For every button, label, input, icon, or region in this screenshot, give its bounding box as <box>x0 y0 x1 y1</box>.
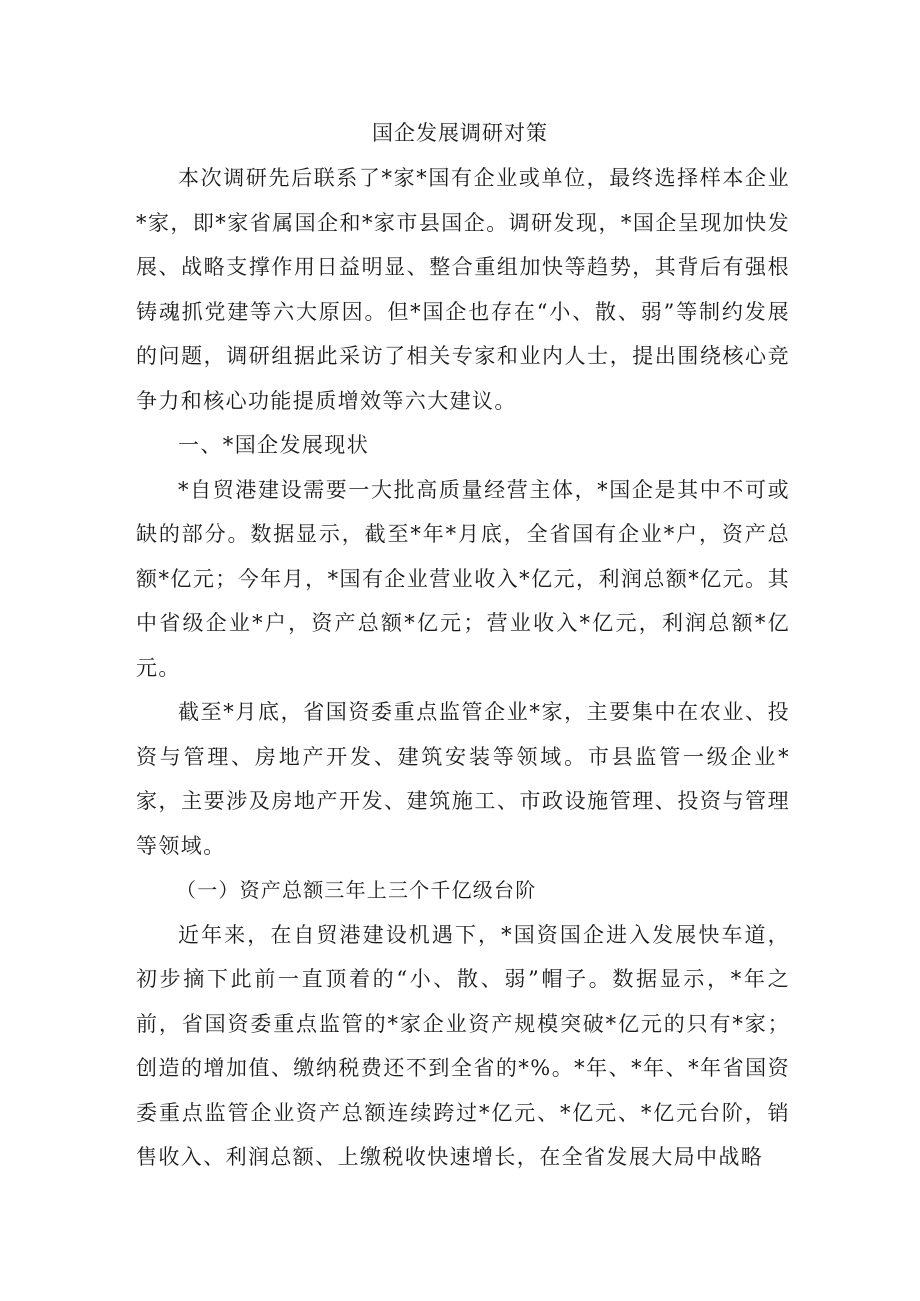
subsection1-paragraph-1: 近年来，在自贸港建设机遇下，*国资国企进入发展快车道，初步摘下此前一直顶着的“小、散、弱”帽子。数据显示，*年之前，省国资委重点监管的*家企业资产规模突破*亿元的只有*家；创造的增加值、缴纳税费还不到全省的*%。*年、*年、*年省国资委重点监管企业资产总额连续跨过*亿元、*亿元、*亿元台阶，销售收入、利润总额、上缴税收快速增长，在全省发展大局中战略 <box>136 922 790 1169</box>
document-title: 国企发展调研对策 <box>372 121 548 145</box>
subsection-heading-1: （一）资产总额三年上三个千亿级台阶 <box>176 878 537 902</box>
section1-paragraph-2: 截至*月底，省国资委重点监管企业*家，主要集中在农业、投资与管理、房地产开发、建筑安装等领域。市县监管一级企业*家，主要涉及房地产开发、建筑施工、市政设施管理、投资与管理等领域。 <box>136 700 790 858</box>
section-heading-1: 一、*国企发展现状 <box>178 433 370 457</box>
document-body <box>136 156 790 1180</box>
section1-paragraph-1: *自贸港建设需要一大批高质量经营主体，*国企是其中不可或缺的部分。数据显示，截至*年*月底，全省国有企业*户，资产总额*亿元；今年月，*国有企业营业收入*亿元，利润总额*亿元。其中省级企业*户，资产总额*亿元；营业收入*亿元，利润总额*亿元。 <box>136 477 790 680</box>
intro-paragraph: 本次调研先后联系了*家*国有企业或单位，最终选择样本企业*家，即*家省属国企和*家市县国企。调研发现，*国企呈现加快发展、战略支撑作用日益明显、整合重组加快等趋势，其背后有强根铸魂抓党建等六大原因。但*国企也存在“小、散、弱”等制约发展的问题，调研组据此采访了相关专家和业内人士，提出围绕核心竞争力和核心功能提质增效等六大建议。 <box>136 166 790 413</box>
